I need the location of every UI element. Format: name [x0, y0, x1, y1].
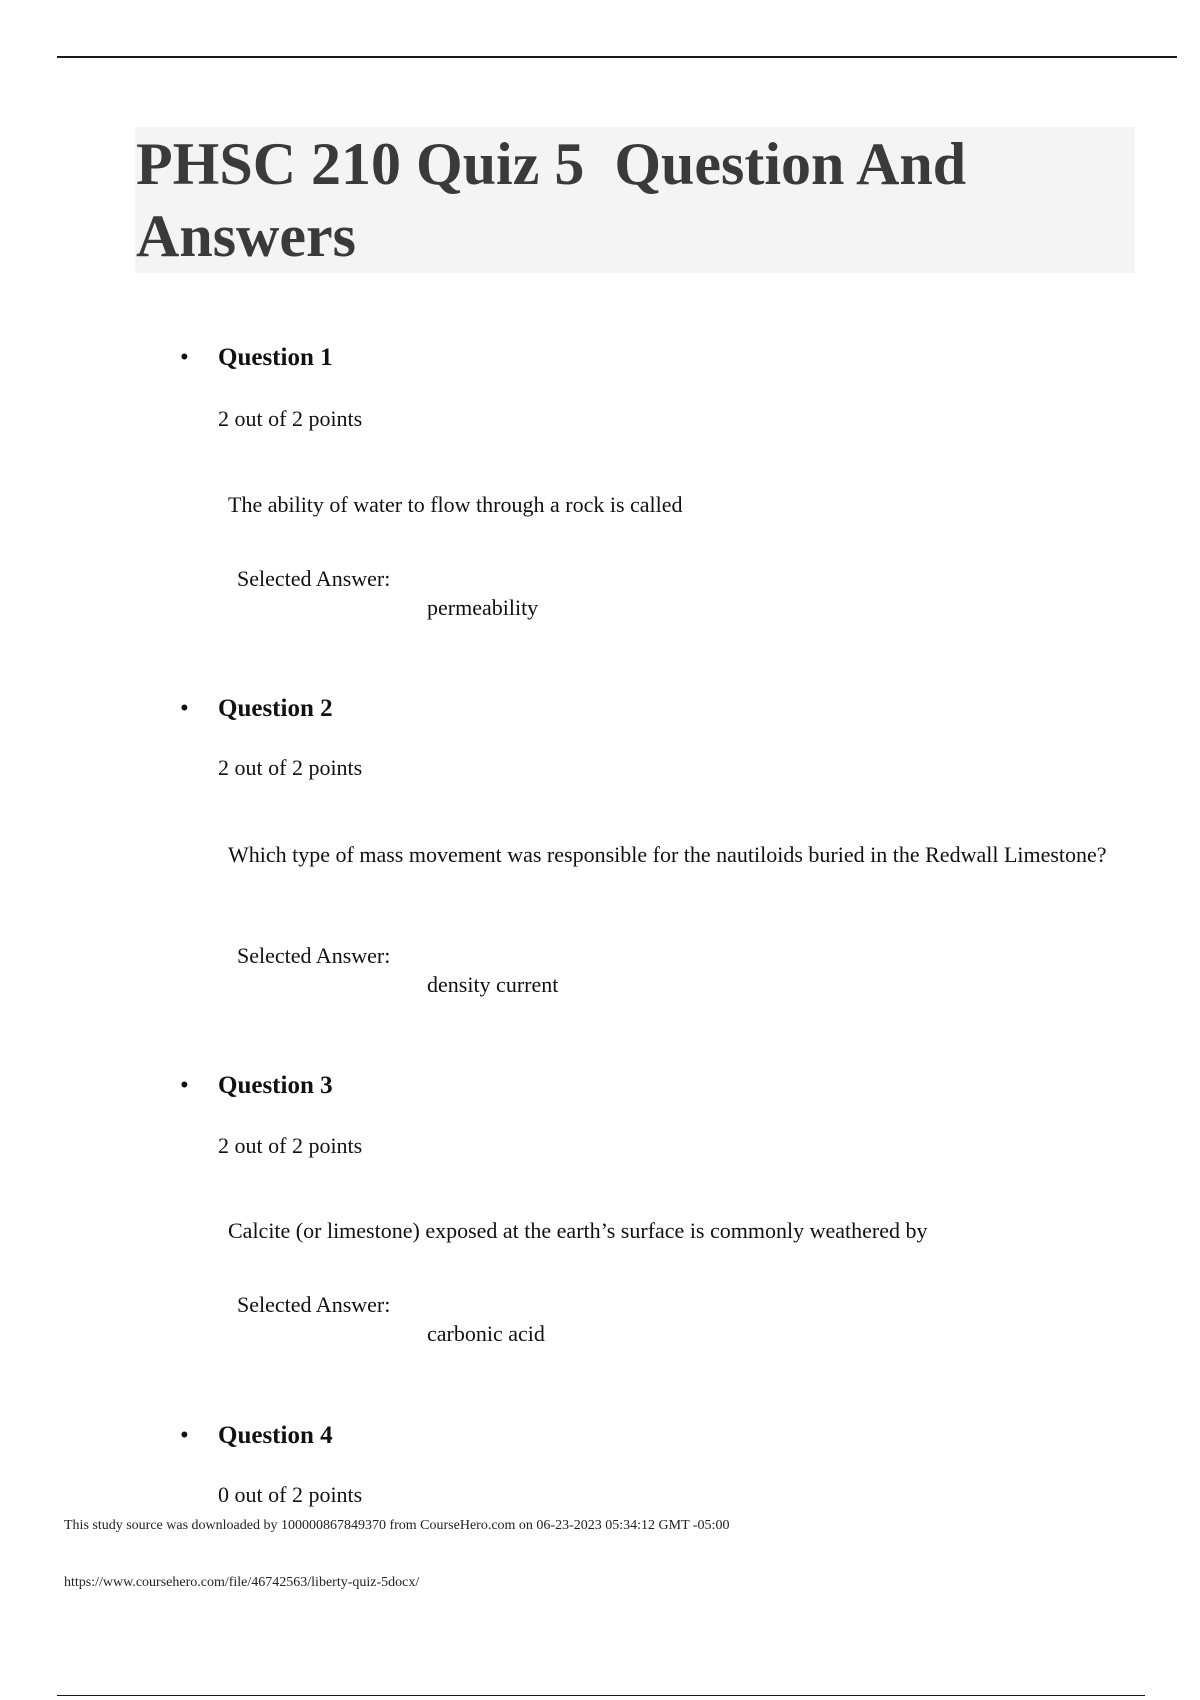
bullet-icon: • [180, 1422, 189, 1449]
page-title: PHSC 210 Quiz 5 Question And Answers [136, 131, 978, 269]
question-points: 2 out of 2 points [218, 1133, 363, 1158]
question-heading [180, 694, 333, 724]
question-title: Question 1 [218, 344, 333, 371]
question-heading [180, 1421, 333, 1451]
bullet-icon: • [180, 1072, 189, 1099]
selected-answer-label: Selected Answer: [237, 1292, 391, 1317]
question-heading [180, 1071, 333, 1101]
question-title: Question 3 [218, 1072, 333, 1099]
selected-answer-label: Selected Answer: [237, 943, 391, 968]
question-title: Question 4 [218, 1422, 333, 1449]
bottom-divider [57, 1695, 1145, 1696]
download-note: This study source was downloaded by 100000867849370 from CourseHero.com on 06-23-2023 05:34:12 GMT -05:00 [64, 1518, 730, 1533]
question-points: 2 out of 2 points [218, 406, 363, 431]
selected-answer-label: Selected Answer: [237, 566, 391, 591]
bullet-icon: • [180, 344, 189, 371]
selected-answer-value: carbonic acid [427, 1321, 545, 1346]
selected-answer-value: permeability [427, 595, 539, 620]
question-heading [180, 343, 333, 373]
question-points: 0 out of 2 points [218, 1482, 363, 1507]
selected-answer-value: density current [427, 972, 559, 997]
question-prompt: Which type of mass movement was responsible for the nautiloids buried in the Redwall Limestone? [228, 842, 1107, 867]
question-points: 2 out of 2 points [218, 755, 363, 780]
bullet-icon: • [180, 695, 189, 722]
source-url[interactable]: https://www.coursehero.com/file/46742563/liberty-quiz-5docx/ [64, 1575, 420, 1590]
top-divider [57, 56, 1177, 58]
question-title: Question 2 [218, 695, 333, 722]
question-prompt: The ability of water to flow through a rock is called [228, 492, 683, 517]
question-prompt: Calcite (or limestone) exposed at the earth’s surface is commonly weathered by [228, 1218, 928, 1243]
